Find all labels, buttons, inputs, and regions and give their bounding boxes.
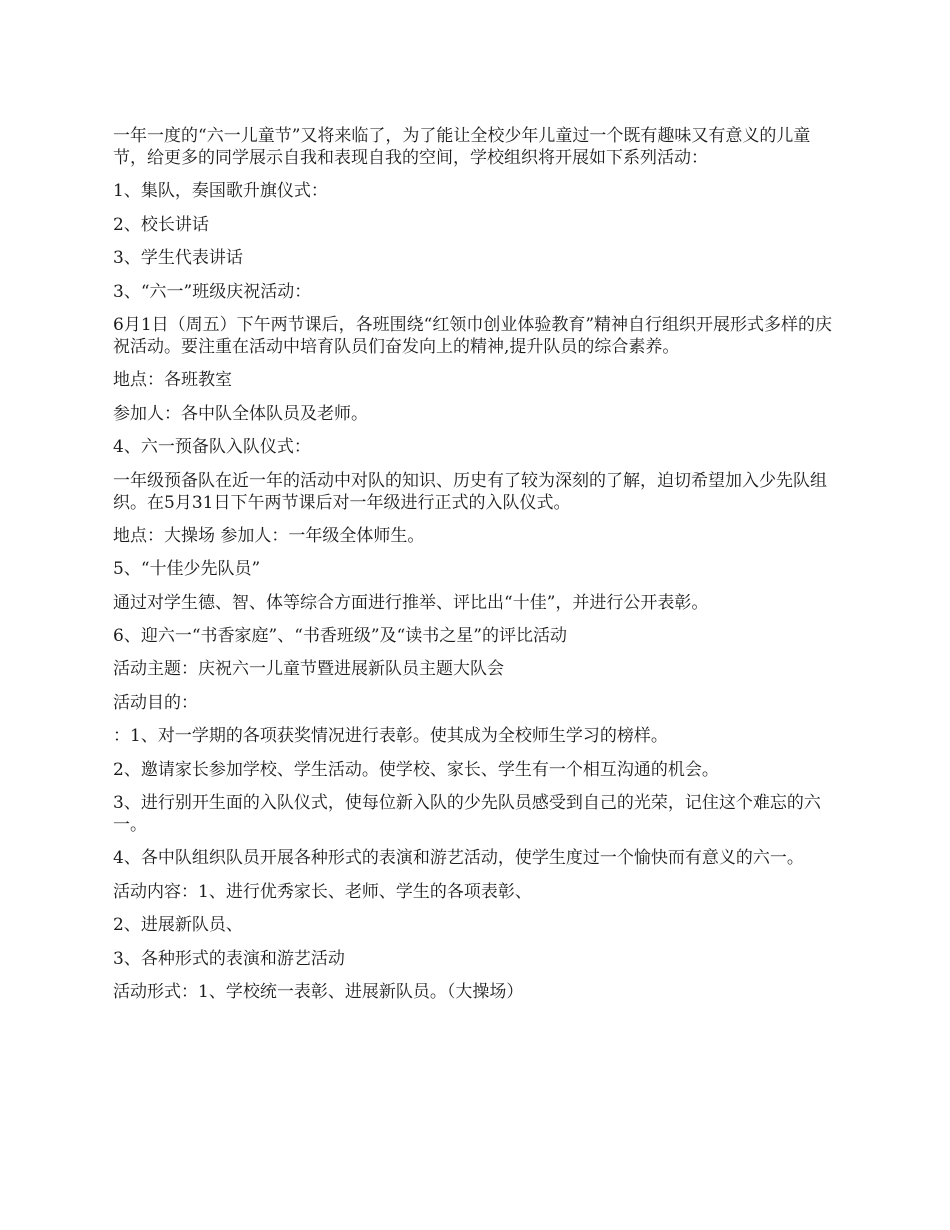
item-class-celebration: 3、“六一”班级庆祝活动： [113, 281, 312, 302]
purpose-item-1: ：1、对一学期的各项获奖情况进行表彰。使其成为全校师生学习的榜样。 [113, 726, 668, 747]
purpose-item-3: 3、进行别开生面的入队仪式，使每位新入队的少先队员感受到自己的光荣，记住这个难忘的六一。 [113, 793, 821, 836]
activity-form: 活动形式：1、学校统一表彰、进展新队员。（大操场） [113, 981, 524, 1002]
activity-purpose-heading: 活动目的： [113, 692, 198, 713]
activity-content-3: 3、各种形式的表演和游艺活动 [113, 948, 345, 969]
class-celebration-location: 地点：各班教室 [113, 370, 232, 391]
activity-content-1: 活动内容：1、进行优秀家长、老师、学生的各项表彰、 [113, 881, 532, 902]
item-flag-raising: 1、集队，奏国歌升旗仪式： [113, 181, 328, 202]
top-ten-description: 通过对学生德、智、体等综合方面进行推举、评比出“十佳”，并进行公开表彰。 [113, 592, 709, 613]
item-induction-ceremony: 4、六一预备队入队仪式： [113, 437, 311, 458]
activity-content-2: 2、进展新队员、 [113, 915, 243, 936]
purpose-item-2: 2、邀请家长参加学校、学生活动。使学校、家长、学生有一个相互沟通的机会。 [113, 759, 719, 780]
item-top-ten-pioneers: 5、“十佳少先队员” [113, 559, 261, 580]
document-page [113, 125, 843, 1014]
class-celebration-participants: 参加人：各中队全体队员及老师。 [113, 403, 368, 424]
item-student-speech: 3、学生代表讲话 [113, 248, 243, 269]
item-reading-awards: 6、迎六一“书香家庭”、“书香班级”及“读书之星”的评比活动 [113, 626, 567, 647]
intro-paragraph: 一年一度的“六一儿童节”又将来临了，为了能让全校少年儿童过一个既有趣味又有意义的儿童节，给更多的同学展示自我和表现自我的空间，学校组织将开展如下系列活动： [113, 126, 811, 168]
induction-location-participants: 地点：大操场 参加人：一年级全体师生。 [113, 525, 425, 546]
induction-description: 一年级预备队在近一年的活动中对队的知识、历史有了较为深刻的了解，迫切希望加入少先队组织。在5月31日下午两节课后对一年级进行正式的入队仪式。 [113, 470, 827, 513]
item-principal-speech: 2、校长讲话 [113, 214, 209, 235]
class-celebration-description: 6月1日（周五）下午两节课后，各班围绕“红领巾创业体验教育”精神自行组织开展形式多样的庆祝活动。要注重在活动中培育队员们奋发向上的精神,提升队员的综合素养。 [113, 314, 833, 357]
purpose-item-4: 4、各中队组织队员开展各种形式的表演和游艺活动，使学生度过一个愉快而有意义的六一。 [113, 848, 804, 869]
activity-theme: 活动主题：庆祝六一儿童节暨进展新队员主题大队会 [113, 659, 504, 680]
